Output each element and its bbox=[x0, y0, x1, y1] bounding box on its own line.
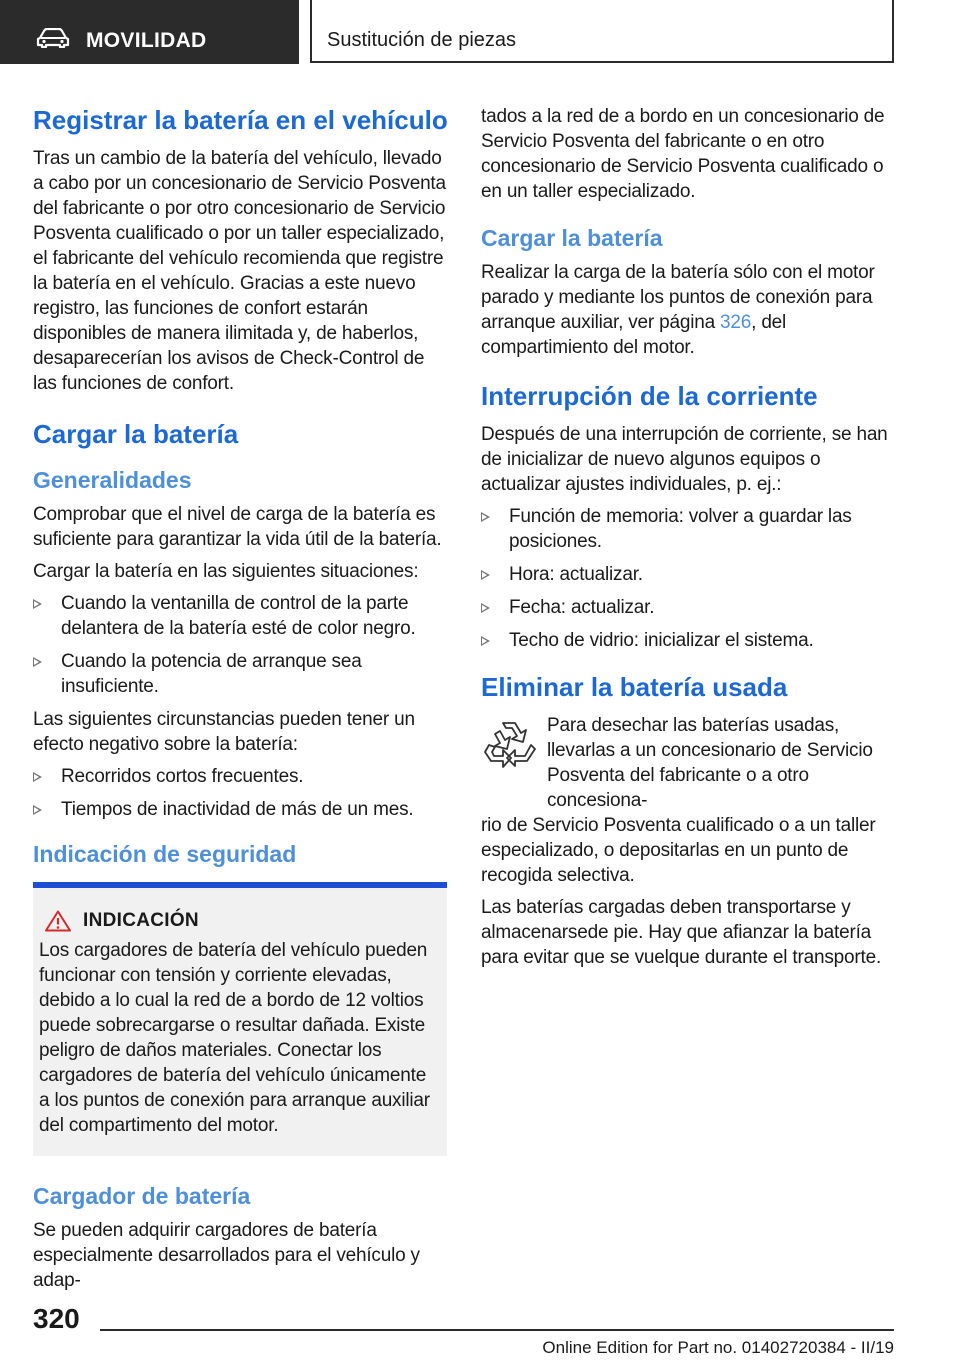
header-chapter-box bbox=[310, 0, 894, 63]
heading-register-battery: Registrar la batería en el vehículo bbox=[33, 105, 448, 135]
car-icon bbox=[36, 28, 70, 48]
warning-text: Los cargadores de batería del vehículo pueden funcionar con tensión y corriente elevadas, debido a lo cual la red de a bordo de 12 voltios puede sobrecargarse o resultar dañada. Existe peligro de daños materiales. Conectar los cargadores de batería del vehículo únicamente a los puntos de conexión para arranque auxiliar del compartimento del motor. bbox=[39, 940, 430, 1136]
triangle-bullet-icon bbox=[33, 657, 42, 667]
list-item: Función de memoria: volver a guardar las posiciones. bbox=[481, 504, 897, 554]
header-section-label: MOVILIDAD bbox=[86, 29, 207, 52]
paragraph-dispose-2: Las baterías cargadas deben transportarse y almacenarsede pie. Hay que afianzar la batería para evitar que se vuelque durante el transporte. bbox=[481, 897, 882, 968]
paragraph-register: Tras un cambio de la batería del vehículo, llevado a cabo por un concesionario de Servicio Posventa del fabricante o por otro concesionario de Servicio Posventa cualificado o por un taller especializado, el fabricante del vehículo recomienda que registre la batería en el vehículo. Gracias a este nuevo registro, las funciones de confort estarán disponibles de manera ilimitada y, de haberlos, desaparecerían los avisos de Check-Control de las funciones de confort. bbox=[33, 148, 446, 394]
list-negative-effects bbox=[33, 764, 449, 822]
warning-header bbox=[39, 910, 435, 932]
footer-divider bbox=[100, 1329, 894, 1331]
heading-general: Generalidades bbox=[33, 467, 192, 493]
paragraph-general-1: Comprobar que el nivel de carga de la batería es suficiente para garantizar la vida útil de la batería. bbox=[33, 504, 442, 550]
list-item: Cuando la potencia de arranque sea insuficiente. bbox=[33, 649, 449, 699]
list-reset-items bbox=[481, 504, 897, 653]
triangle-bullet-icon bbox=[33, 772, 42, 782]
list-item: Hora: actualizar. bbox=[481, 562, 897, 587]
heading-charge-battery-2: Cargar la batería bbox=[481, 225, 663, 251]
paragraph-general-2: Cargar la batería en las siguientes situaciones: bbox=[33, 561, 419, 582]
list-item: Recorridos cortos frecuentes. bbox=[33, 764, 449, 789]
page-reference-link[interactable]: 326 bbox=[720, 312, 752, 333]
heading-charger: Cargador de batería bbox=[33, 1183, 251, 1209]
triangle-bullet-icon bbox=[33, 805, 42, 815]
paragraph-interruption: Después de una interrupción de corriente, se han de inicializar de nuevo algunos equipos o actualizar ajustes individuales, p. ej.: bbox=[481, 424, 888, 495]
footer-edition: Online Edition for Part no. 01402720384 - II/19 bbox=[542, 1338, 894, 1357]
dispose-block bbox=[481, 713, 897, 888]
list-item: Fecha: actualizar. bbox=[481, 595, 897, 620]
triangle-bullet-icon bbox=[481, 603, 490, 613]
heading-safety: Indicación de seguridad bbox=[33, 841, 297, 867]
paragraph-charger-continued: tados a la red de a bordo en un concesionario de Servicio Posventa del fabricante o en otro concesionario de Servicio Posventa cualificado o en un taller especializado. bbox=[481, 106, 885, 202]
paragraph-dispose-1a: Para desechar las baterías usadas, llevarlas a un concesionario de Servicio Posventa del fabricante o a otro concesiona- bbox=[547, 715, 873, 811]
header-chapter-label: Sustitución de piezas bbox=[327, 29, 517, 51]
triangle-bullet-icon bbox=[33, 599, 42, 609]
page-number: 320 bbox=[33, 1303, 80, 1334]
right-column bbox=[481, 104, 897, 977]
triangle-bullet-icon bbox=[481, 512, 490, 522]
list-item: Techo de vidrio: inicializar el sistema. bbox=[481, 628, 897, 653]
triangle-bullet-icon bbox=[481, 636, 490, 646]
heading-dispose-battery: Eliminar la batería usada bbox=[481, 672, 788, 702]
triangle-bullet-icon bbox=[481, 570, 490, 580]
warning-box bbox=[33, 882, 447, 1156]
list-item: Cuando la ventanilla de control de la parte delantera de la batería esté de color negro. bbox=[33, 591, 449, 641]
list-charge-situations bbox=[33, 591, 449, 699]
paragraph-dispose-1b: rio de Servicio Posventa cualificado o a un taller especializado, o depositarlas en un punto de recogida selectiva. bbox=[481, 815, 876, 886]
paragraph-charge-2: Realizar la carga de la batería sólo con el motor parado y mediante los puntos de conexión para arranque auxiliar, ver página 326, del compartimiento del motor. bbox=[481, 262, 875, 358]
header-section-tab bbox=[0, 0, 299, 64]
warning-triangle-icon bbox=[45, 910, 71, 932]
heading-power-interruption: Interrupción de la corriente bbox=[481, 381, 818, 411]
left-column bbox=[33, 104, 449, 1300]
paragraph-charger: Se pueden adquirir cargadores de batería especialmente desarrollados para el vehículo y adap- bbox=[33, 1220, 420, 1291]
paragraph-general-3: Las siguientes circunstancias pueden tener un efecto negativo sobre la batería: bbox=[33, 709, 415, 755]
heading-charge-battery: Cargar la batería bbox=[33, 419, 239, 449]
list-item: Tiempos de inactividad de más de un mes. bbox=[33, 797, 449, 822]
recycle-icon bbox=[481, 717, 537, 769]
warning-title: INDICACIÓN bbox=[83, 910, 199, 931]
